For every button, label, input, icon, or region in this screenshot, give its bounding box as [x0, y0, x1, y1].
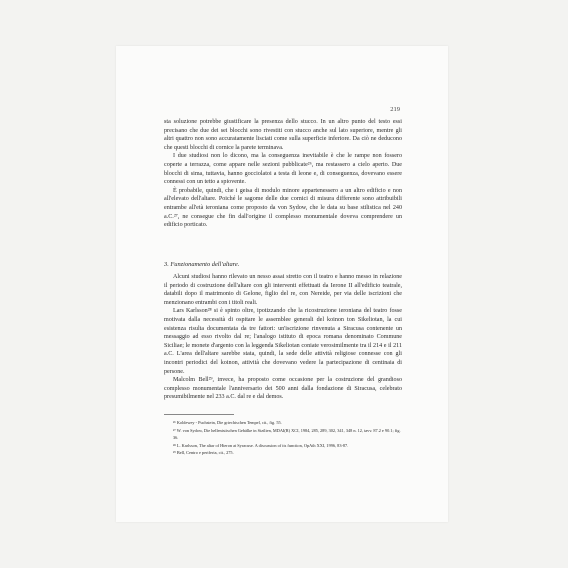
text-block-upper — [164, 118, 402, 230]
section-heading: 3. Funzionamento dell'altare. — [164, 261, 240, 268]
footnote: ²⁶ Koldewey - Puchstein, Die griechischen Tempel, cit., fig. 55. — [173, 420, 282, 425]
footnotes — [164, 419, 402, 457]
text-block-lower — [164, 273, 402, 402]
footnote-divider — [164, 414, 234, 415]
paragraph: Lars Karlsson²⁸ si è spinto oltre, ipotizzando che la ricostruzione ieroniana del teatro fosse motivata dalla necessità di ospitare le assemblee generali del koinon ton Sikeliotan, la cui esistenza risulta documentata da tre fattori: un'iscrizione rinvenuta a Siracusa contenente un messaggio ad esso rivolto dal re; l'analogo istituto di epoca romana denominato Commune Siciliae; le monete d'argento con la leggenda Sikeliotan coniate verosimilmente tra il 214 e il 211 a.C. L'area dell'altare sarebbe stata, quindi, la sede delle attività religiose connesse con gli incontri periodici del koinon, attività che dovevano vedere la partecipazione di centinaia di persone. — [164, 308, 402, 375]
paragraph: È probabile, quindi, che i geisa di modulo minore appartenessero a un altro edificio e non all'elevato dell'altare. Poiché le sagome delle due cornici di misura differente sono attribuibili entrambe all'età ieroniana come proposto da von Sydow, che le data su base stilistica nel 240 a.C.²⁷, ne consegue che fin dall'origine il complesso monumentale doveva comprendere un edificio porticato. — [164, 187, 402, 229]
paragraph: Alcuni studiosi hanno rilevato un nesso assai stretto con il teatro e hanno messo in relazione il periodo di costruzione dell'altare con gli interventi effettuati da Ierone II all'edificio teatrale, databili dopo il matrimonio di Gelone, figlio del re, con Nereide, per via delle iscrizioni che menzionano entrambi con i titoli reali. — [164, 274, 402, 306]
footnote: ²⁹ Bell, Centro e periferia, cit., 275. — [173, 450, 234, 455]
paragraph: sta soluzione potrebbe giustificare la presenza dello stucco. In un altro punto del testo essi precisano che due dei sei blocchi sono rivestiti con stucco anche sul lato superiore, mentre gli altri quattro non sono accuratamente lisciati come sulla superficie inferiore. Da ciò ne deducono che questi blocchi di cornice la parete terminava. — [164, 119, 402, 151]
paragraph: Malcolm Bell²⁹, invece, ha proposto come occasione per la costruzione del grandioso complesso monumentale l'anniversario dei 500 anni dalla fondazione di Siracusa, celebrato presumibilmente nel 233 a.C. dal re e dal demos. — [164, 377, 402, 401]
paragraph: I due studiosi non lo dicono, ma la conseguenza inevitabile è che le rampe non fossero coperte a terrazza, come appare nelle sezioni pubblicate²⁶, ma restassero a cielo aperto. Due blocchi di sima, tuttavia, hanno gocciolatoi a testa di leone e, di conseguenza, dovevano essere connessi con un tetto a spiovente. — [164, 153, 402, 186]
page-number: 219 — [390, 106, 400, 113]
document-page — [116, 46, 448, 522]
footnote: ²⁷ W. von Sydow, Die hellenistischen Gebälke in Sizilien, MDAI(R) XCI, 1984, 285, 289, 302, 341, 348 n. 12, tavv. 87.2 e 90.1; fig. 36. — [173, 427, 401, 440]
footnote: ²⁸ L. Karlsson, The altar of Hieron at Syracuse. A discussion of its function, OpAth XXI, 1996, 83-87. — [173, 442, 349, 448]
